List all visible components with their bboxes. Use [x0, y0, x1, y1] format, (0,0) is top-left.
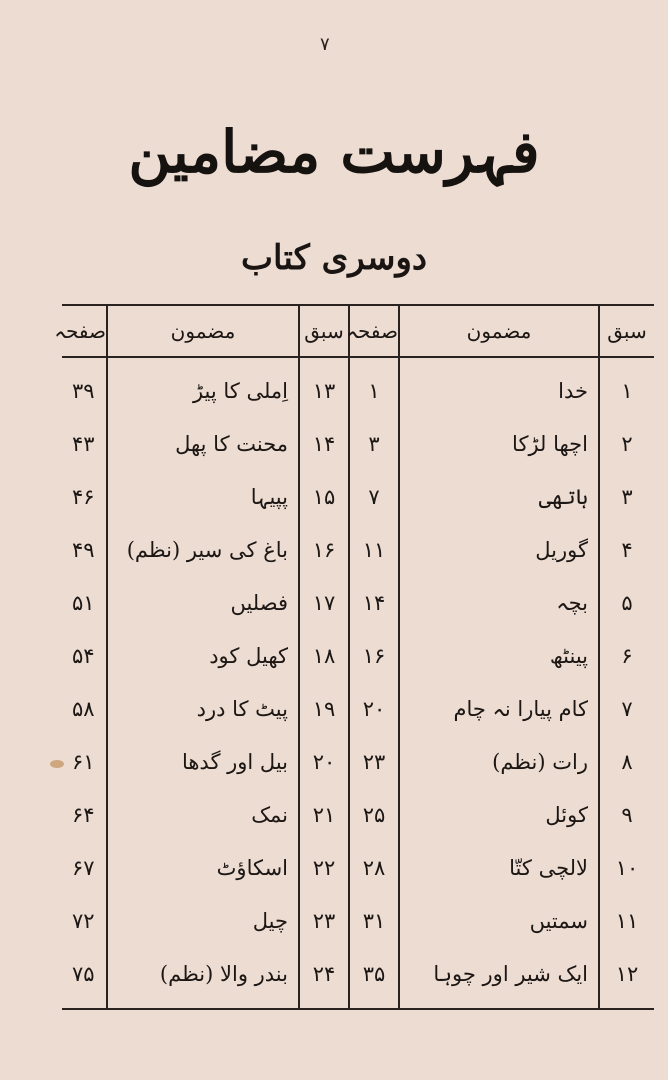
lesson-title: بیل اور گدھا: [181, 750, 288, 774]
lesson-title: لالچی کتّا: [509, 856, 588, 880]
page-number: ۴۶: [72, 485, 95, 509]
header-lesson-left: سبق: [304, 319, 344, 343]
page-number: ۲۵: [362, 803, 386, 827]
page-number: ۵۴: [72, 644, 95, 668]
page-number: ۳۵: [362, 962, 386, 986]
book-subtitle: دوسری کتاب: [240, 238, 428, 278]
contents-table: [54, 304, 654, 1010]
lesson-title: کھیل کود: [209, 644, 288, 668]
lesson-number: ۴: [621, 538, 633, 562]
page-number: ٧: [368, 485, 380, 509]
page-number: ۳۱: [362, 909, 386, 933]
lesson-number: ۱۹: [312, 697, 336, 721]
page-number: ۵۸: [72, 697, 95, 721]
lesson-title: خدا: [558, 379, 588, 403]
lesson-title: پینٹھ: [549, 644, 588, 668]
lesson-title: اسکاؤٹ: [216, 856, 288, 880]
page-number: ۲۳: [362, 750, 386, 774]
lesson-number: ۱۵: [312, 485, 336, 509]
lesson-number: ۲۰: [312, 750, 336, 774]
page-number: ۱: [368, 379, 380, 403]
lesson-number: ۱: [621, 379, 633, 403]
lesson-title: فصلیں: [230, 591, 288, 615]
header-subject-left: مضمون: [170, 319, 236, 343]
lesson-title: باغ کی سیر (نظم): [126, 538, 288, 562]
ink-stain: [50, 760, 64, 768]
page-number: ۵۱: [72, 591, 95, 615]
page-number: ٧۲: [72, 909, 95, 933]
lesson-title: پیٹ کا درد: [196, 697, 288, 721]
table-header-rule: [62, 356, 654, 358]
lesson-number: ٧: [621, 697, 633, 721]
lesson-title: نمک: [251, 803, 288, 827]
lesson-title: ایک شیر اور چوہا: [433, 962, 588, 986]
lesson-number: ۲۲: [312, 856, 336, 880]
lesson-number: ۹: [621, 803, 633, 827]
lesson-title: سمتیں: [529, 909, 588, 933]
page-title: فہرست مضامین: [128, 118, 540, 186]
page-number: ۱۱: [362, 538, 386, 562]
header-page-left: صفحہ: [54, 319, 106, 343]
lesson-number: ۱۶: [312, 538, 336, 562]
lesson-number: ۱۴: [312, 432, 336, 456]
lesson-title: رات (نظم): [492, 750, 588, 774]
lesson-title: کام پیارا نہ چام: [453, 697, 588, 721]
page-number: ۱۶: [362, 644, 386, 668]
lesson-title: بچہ: [556, 591, 588, 615]
page-number: ۶۴: [72, 803, 95, 827]
lesson-number: ۲: [621, 432, 633, 456]
lesson-title: اِملی کا پیڑ: [192, 379, 288, 403]
page-number-mark: ٧: [320, 34, 330, 55]
lesson-title: کوئل: [545, 803, 588, 827]
lesson-title: بندر والا (نظم): [159, 962, 288, 986]
lesson-number: ۲۴: [312, 962, 336, 986]
lesson-number: ۱۱: [615, 909, 639, 933]
page-number: ۴۳: [72, 432, 95, 456]
lesson-number: ۱۸: [312, 644, 336, 668]
lesson-title: گوریل: [535, 538, 588, 562]
page-number: ۲۸: [362, 856, 386, 880]
header-lesson-right: سبق: [607, 319, 647, 343]
lesson-number: ۲۱: [312, 803, 336, 827]
page-number: ۶۱: [72, 750, 95, 774]
lesson-number: ۱۳: [312, 379, 336, 403]
lesson-number: ۳: [621, 485, 633, 509]
lesson-title: اچھا لڑکا: [512, 432, 588, 456]
lesson-title: ہاتھی: [538, 485, 588, 509]
table-bottom-rule: [62, 1008, 654, 1010]
page-number: ٧۵: [72, 962, 95, 986]
lesson-number: ۱۲: [615, 962, 639, 986]
header-page-right: صفحہ: [346, 319, 398, 343]
lesson-number: ۸: [621, 750, 633, 774]
lesson-title: چیل: [252, 909, 288, 933]
lesson-number: ۲۳: [312, 909, 336, 933]
lesson-title: محنت کا پھل: [175, 432, 288, 456]
page-number: ۳۹: [72, 379, 95, 403]
lesson-title: پپیہا: [250, 485, 288, 509]
page-number: ۲۰: [362, 697, 386, 721]
page-number: ۴۹: [72, 538, 95, 562]
lesson-number: ۱۰: [615, 856, 639, 880]
page-number: ۳: [368, 432, 380, 456]
lesson-number: ۱٧: [312, 591, 336, 615]
page-number: ۶٧: [72, 856, 95, 880]
header-subject-right: مضمون: [466, 319, 532, 343]
lesson-number: ۶: [621, 644, 633, 668]
page-number: ۱۴: [362, 591, 386, 615]
lesson-number: ۵: [621, 591, 633, 615]
